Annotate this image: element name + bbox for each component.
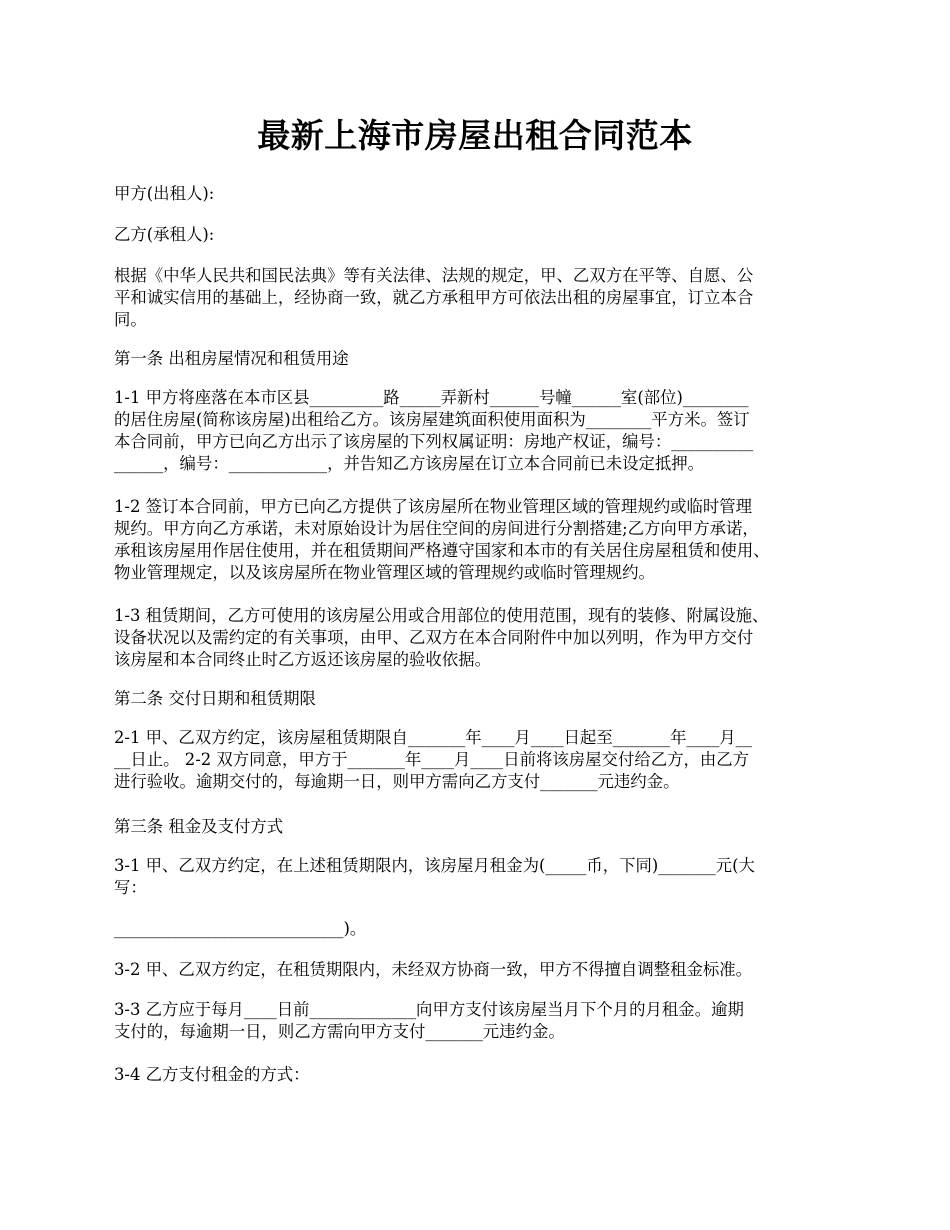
document-title: 最新上海市房屋出租合同范本 xyxy=(257,116,693,155)
clause-1-2: 1-2 签订本合同前，甲方已向乙方提供了该房屋所在物业管理区域的管理规约或临时管理 规约。甲方向乙方承诺，未对原始设计为居住空间的房间进行分割搭建;乙方向甲方承诺， 承租该房屋用作居住使用，并在租赁期间严格遵守国家和本市的有关居住房屋租赁和使用、 物业管理规定，以及该房屋所在物业管理区域的管理规约或临时管理规约。 xyxy=(114,497,770,582)
article-2-heading: 第二条 交付日期和租赁期限 xyxy=(114,689,316,708)
clause-1-3: 1-3 租赁期间，乙方可使用的该房屋公用或合用部位的使用范围，现有的装修、附属设施、 设备状况以及需约定的有关事项，由甲、乙双方在本合同附件中加以列明，作为甲方交付 该房屋和本合同终止时乙方返还该房屋的验收依据。 xyxy=(114,606,769,669)
article-3-heading: 第三条 租金及支付方式 xyxy=(114,817,284,836)
party-b-line: 乙方(承租人): xyxy=(114,225,215,244)
party-a-line: 甲方(出租人): xyxy=(114,184,215,203)
clause-3-1: 3-1 甲、乙双方约定，在上述租赁期限内，该房屋月租金为(_____币，下同)_______元(大 写： xyxy=(114,856,755,897)
clause-3-3: 3-3 乙方应于每月____日前_____________向甲方支付该房屋当月下个月的月租金。逾期 支付的，每逾期一日，则乙方需向甲方支付_______元违约金。 xyxy=(114,1000,744,1041)
clause-3-2: 3-2 甲、乙双方约定，在租赁期限内，未经双方协商一致，甲方不得擅自调整租金标准。 xyxy=(114,960,753,979)
article-1-heading: 第一条 出租房屋情况和租赁用途 xyxy=(114,349,349,368)
clause-1-1: 1-1 甲方将座落在本市区县_________路_____弄新村______号幢______室(部位)________ 的居住房屋(简称该房屋)出租给乙方。该房屋建筑面积使用面积为________平方米。签订 本合同前，甲方已向乙方出示了该房屋的下列权属证明：房地产权证，编号：__________ ______，编号：____________，并告知乙方该房屋在订立本合同前已未设定抵押。 xyxy=(114,388,754,473)
preamble-paragraph: 根据《中华人民共和国民法典》等有关法律、法规的规定，甲、乙双方在平等、自愿、公 平和诚实信用的基础上，经协商一致，就乙方承租甲方可依法出租的房屋事宜，订立本合 同。 xyxy=(114,266,754,329)
clause-2-1: 2-1 甲、乙双方约定，该房屋租赁期限自_______年____月____日起至_______年____月__ __日止。 2-2 双方同意，甲方于_______年____月____日前将该房屋交付给乙方，由乙方 进行验收。逾期交付的，每逾期一日，则甲方需向乙方支付_______元违约金。 xyxy=(114,728,753,791)
clause-3-4: 3-4 乙方支付租金的方式： xyxy=(114,1065,310,1084)
clause-3-1-continued: ____________________________)。 xyxy=(114,919,367,938)
